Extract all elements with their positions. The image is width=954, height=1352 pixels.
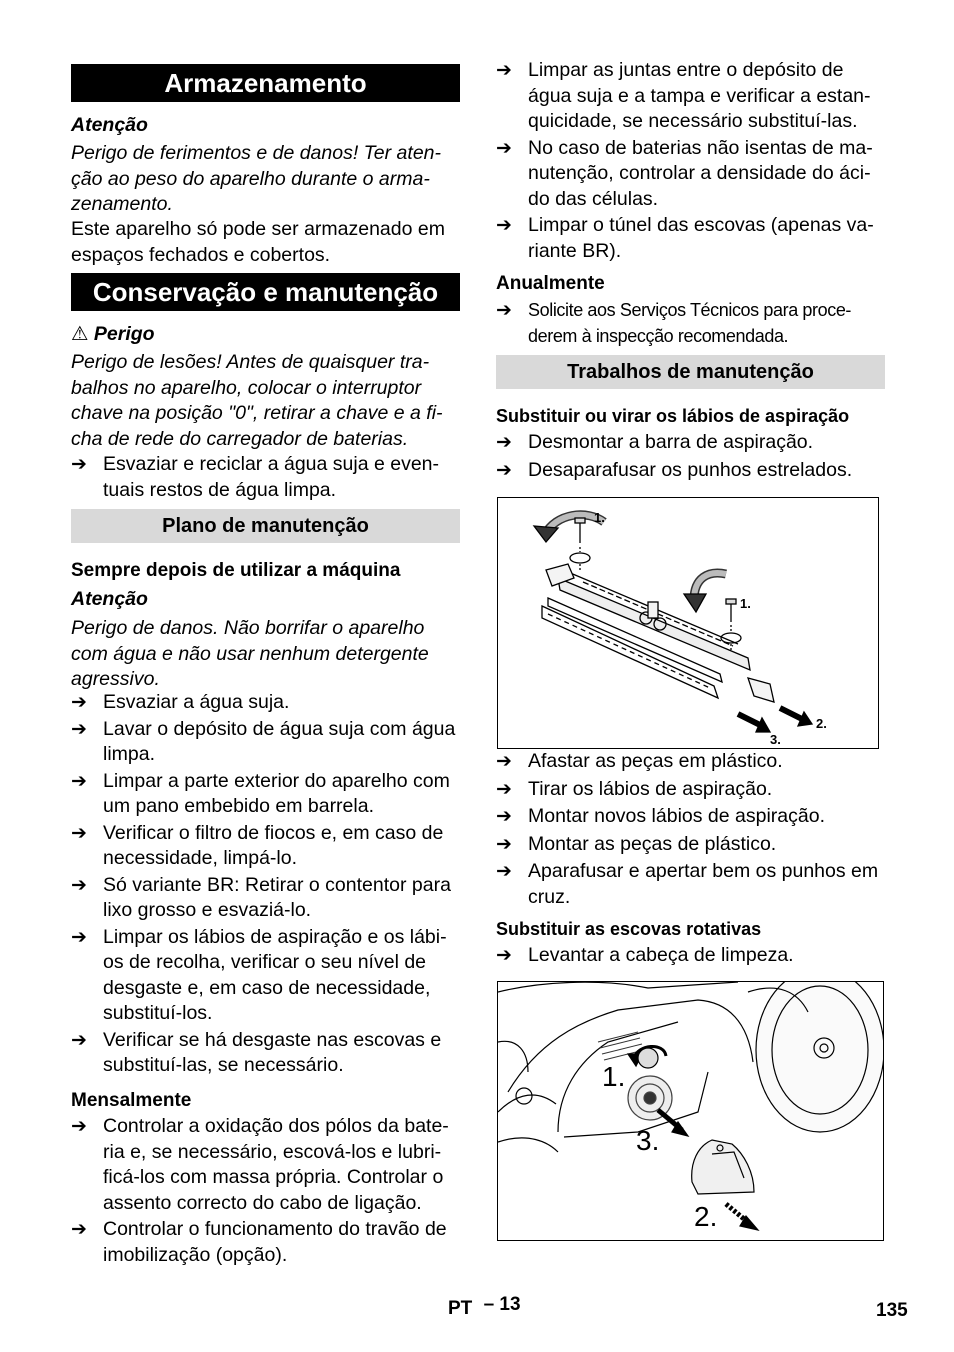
maintenance-heading: Conservação e manutenção [71, 273, 460, 311]
danger-label-row [71, 322, 460, 348]
arrow-right-icon: ➔ [71, 1219, 87, 1240]
monthly-cont-list [496, 58, 885, 264]
fig2-label-3: 3. [636, 1125, 660, 1156]
list-item: ➔ Levantar a cabeça de limpeza. [496, 943, 885, 969]
page-number: 135 [876, 1300, 908, 1321]
arrow-right-icon: ➔ [496, 215, 512, 236]
storage-heading: Armazenamento [71, 64, 460, 102]
arrow-right-icon: ➔ [496, 137, 512, 159]
arrow-right-icon: ➔ [496, 60, 512, 81]
yearly-heading: Anualmente [496, 273, 605, 294]
list-item: ➔ Verificar o filtro de fiocos e, em caso de necessidade, limpá-lo. [71, 821, 460, 872]
arrow-right-icon: ➔ [496, 751, 512, 772]
work-heading: Trabalhos de manutenção [496, 355, 885, 389]
after-use-attention-label: Atenção [71, 588, 148, 610]
list-item: ➔ Lavar o depósito de água suja com água limpa. [71, 717, 460, 768]
arrow-right-icon: ➔ [496, 459, 512, 481]
arrow-right-icon: ➔ [496, 300, 512, 321]
fig1-label-1a: 1. [594, 510, 605, 525]
arrow-right-icon: ➔ [496, 833, 512, 855]
list-item: ➔ Afastar as peças em plástico. [496, 749, 885, 775]
list-item: ➔ Montar novos lábios de aspiração. [496, 804, 885, 830]
danger-label: Perigo [93, 323, 155, 345]
fig1-label-2: 2. [816, 716, 827, 731]
arrow-right-icon: ➔ [71, 770, 87, 792]
storage-text: Este aparelho só pode ser armazenado em espaços fechados e cobertos. [71, 218, 445, 266]
storage-attention-label: Atenção [71, 114, 148, 136]
list-item: ➔ Esvaziar e reciclar a água suja e even-tuais restos de água limpa. [71, 452, 460, 503]
storage-attention-text: Perigo de ferimentos e de danos! Ter aten-ção ao peso do aparelho durante o arma-zenamento. [71, 142, 442, 215]
lips-list-a [496, 430, 885, 483]
after-use-attention-text: Perigo de danos. Não borrifar o aparelho com água e não usar nenhum detergente agressivo. [71, 617, 429, 690]
arrow-right-icon: ➔ [71, 1029, 87, 1051]
list-item: ➔ Desmontar a barra de aspiração. [496, 430, 885, 456]
plan-heading: Plano de manutenção [71, 509, 460, 543]
footer-lang-code: PT [448, 1298, 473, 1319]
arrow-right-icon: ➔ [496, 778, 512, 800]
arrow-right-icon: ➔ [496, 806, 512, 827]
fig2-label-2: 2. [694, 1201, 718, 1232]
list-item: ➔ Tirar os lábios de aspiração. [496, 777, 885, 803]
footer-section-page: – 13 [483, 1294, 521, 1315]
warning-icon: ⚠ [71, 323, 89, 345]
arrow-right-icon: ➔ [71, 926, 87, 948]
list-item: ➔ Controlar o funcionamento do travão de imobilização (opção). [71, 1217, 460, 1268]
lips-list-b [496, 749, 885, 910]
footer-lang [448, 1296, 521, 1322]
arrow-right-icon: ➔ [71, 454, 87, 475]
after-use-list [71, 690, 460, 1079]
arrow-right-icon: ➔ [71, 822, 87, 844]
brushes-figure [497, 981, 884, 1241]
list-item: ➔ Solicite aos Serviços Técnicos para proce-derem à inspecção recomendada. [496, 298, 885, 349]
fig2-label-1: 1. [602, 1061, 626, 1092]
suction-bar-figure [497, 497, 879, 749]
list-item: ➔ Só variante BR: Retirar o contentor para lixo grosso e esvaziá-lo. [71, 873, 460, 924]
brushes-illustration [498, 982, 883, 1240]
arrow-right-icon: ➔ [496, 861, 512, 882]
suction-bar-illustration [498, 498, 878, 748]
after-use-heading: Sempre depois de utilizar a máquina [71, 560, 401, 581]
list-item: ➔ Limpar as juntas entre o depósito de água suja e a tampa e verificar a estan-quicidade, se necessário substituí-las. [496, 58, 885, 135]
lips-heading: Substituir ou virar os lábios de aspiração [496, 406, 850, 426]
list-item: ➔ Desaparafusar os punhos estrelados. [496, 458, 885, 484]
brushes-heading: Substituir as escovas rotativas [496, 919, 762, 939]
list-item: ➔ Limpar os lábios de aspiração e os lábi-os de recolha, verificar o seu nível de desgaste e, em caso de necessidade, substituí-los. [71, 925, 460, 1027]
arrow-right-icon: ➔ [496, 945, 512, 966]
arrow-right-icon: ➔ [71, 692, 87, 713]
list-item: ➔ Montar as peças de plástico. [496, 832, 885, 858]
monthly-list [71, 1114, 460, 1268]
monthly-heading: Mensalmente [71, 1090, 192, 1111]
list-item: ➔ Esvaziar a água suja. [71, 690, 460, 716]
list-item: ➔ Limpar a parte exterior do aparelho com um pano embebido em barrela. [71, 769, 460, 820]
arrow-right-icon: ➔ [71, 1116, 87, 1137]
danger-text: Perigo de lesões! Antes de quaisquer tra-balhos no aparelho, colocar o interruptor chave na posição "0", retirar a chave e a fi-cha de rede do carregador de baterias. [71, 351, 443, 450]
arrow-right-icon: ➔ [496, 432, 512, 453]
arrow-right-icon: ➔ [71, 874, 87, 896]
fig1-label-1b: 1. [740, 596, 751, 611]
list-item: ➔ Controlar a oxidação dos pólos da bate-ria e, se necessário, escová-los e lubri-ficá-los com massa própria. Controlar o assento correcto do cabo de ligação. [71, 1114, 460, 1216]
list-item: ➔ Verificar se há desgaste nas escovas e substituí-las, se necessário. [71, 1028, 460, 1079]
list-item: ➔ No caso de baterias não isentas de ma-nutenção, controlar a densidade do áci-do das células. [496, 136, 885, 213]
list-item: ➔ Aparafusar e apertar bem os punhos em cruz. [496, 859, 885, 910]
arrow-right-icon: ➔ [71, 718, 87, 740]
list-item: ➔ Limpar o túnel das escovas (apenas va-riante BR). [496, 213, 885, 264]
fig1-label-3: 3. [770, 732, 781, 747]
